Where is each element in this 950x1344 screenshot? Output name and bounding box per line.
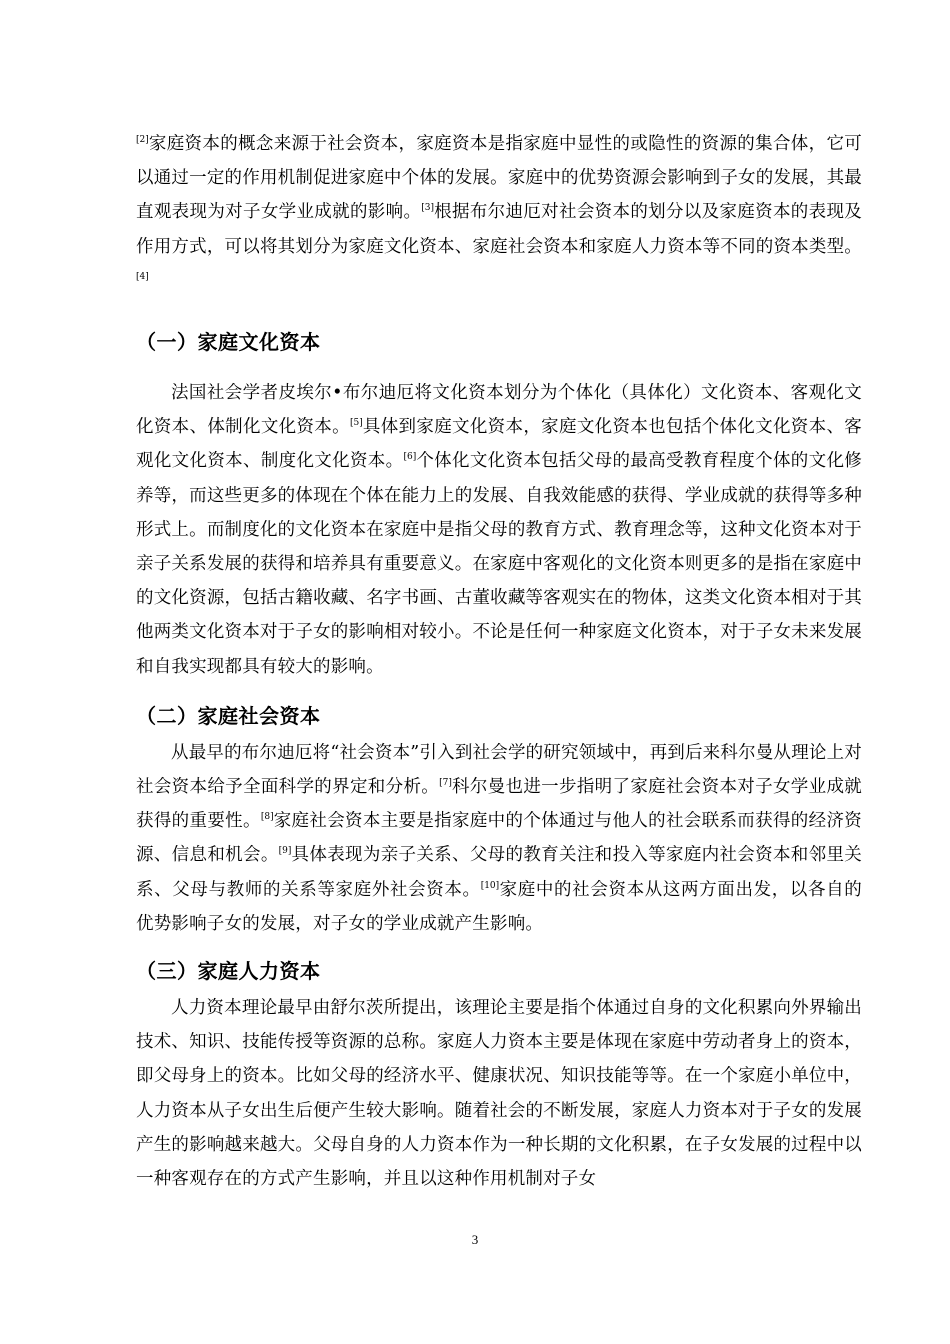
- citation-mark: [5]: [349, 418, 363, 429]
- citation-mark: [9]: [278, 846, 292, 857]
- section-paragraph-family-cultural-capital: [136, 376, 862, 684]
- body-text: 从最早的布尔迪厄将“社会资本”引入到社会学的研究领域中，再到后来科尔曼从理论上对社会资本给予全面科学的界定和分析。: [136, 742, 862, 798]
- section-heading-family-cultural-capital: （一）家庭文化资本: [136, 330, 321, 355]
- body-text: 家庭社会资本主要是指家庭中的个体通过与他人的社会联系而获得的经济资源、信息和机会。: [136, 811, 862, 866]
- body-text: 具体到家庭文化资本，家庭文化资本也包括个体化文化资本、客观化文化资本、制度化文化资本。: [136, 417, 862, 472]
- citation-mark: [10]: [480, 880, 500, 891]
- section-paragraph-family-human-capital: [136, 991, 862, 1196]
- body-text: 个体化文化资本包括父母的最高受教育程度个体的文化修养等，而这些更多的体现在个体在能力上的发展、自我效能感的获得、学业成就的获得等多种形式上。而制度化的文化资本在家庭中是指父母的教育方式、教育理念等，这种文化资本对于亲子关系发展的获得和培养具有重要意义。在家庭中客观化的文化资本则更多的是指在家庭中的文化资源，包括古籍收藏、名字书画、古董收藏等客观实在的物体，这类文化资本相对于其他两类文化资本对于子女的影响相对较小。不论是任何一种家庭文化资本，对于子女未来发展和自我实现都具有较大的影响。: [136, 451, 862, 677]
- page-content: [136, 127, 862, 1196]
- section-heading-family-social-capital: （二）家庭社会资本: [136, 703, 321, 728]
- body-text: 人力资本理论最早由舒尔茨所提出，该理论主要是指个体通过自身的文化积累向外界输出技术、知识、技能传授等资源的总称。家庭人力资本主要是体现在家庭中劳动者身上的资本，即父母身上的资本。比如父母的经济水平、健康状况、知识技能等等。在一个家庭小单位中，人力资本从子女出生后便产生较大影响。随着社会的不断发展，家庭人力资本对于子女的发展产生的影响越来越大。父母自身的人力资本作为一种长期的文化积累，在子女发展的过程中以一种客观存在的方式产生影响，并且以这种作用机制对子女: [136, 998, 862, 1190]
- citation-mark: [8]: [260, 812, 274, 823]
- citation-mark: [3]: [421, 203, 435, 214]
- citation-mark: [6]: [403, 452, 417, 463]
- body-text: 具体表现为亲子关系、父母的教育关注和投入等家庭内社会资本和邻里关系、父母与教师的关系等家庭外社会资本。: [136, 845, 862, 900]
- citation-mark: [7]: [439, 778, 452, 789]
- body-text: 法国社会学者皮埃尔•布尔迪厄将文化资本划分为个体化（具体化）文化资本、客观化文化资本、体制化文化资本。: [136, 383, 862, 438]
- section-heading-family-human-capital: （三）家庭人力资本: [136, 959, 321, 984]
- citation-mark: [4]: [136, 271, 149, 282]
- body-text: 家庭中的社会资本从这两方面出发，以各自的优势影响子女的发展，对子女的学业成就产生影响。: [136, 879, 862, 934]
- intro-text: 根据布尔迪厄对社会资本的划分以及家庭资本的表现及作用方式，可以将其划分为家庭文化资本、家庭社会资本和家庭人力资本等不同的资本类型。: [136, 202, 862, 257]
- body-text: 科尔曼也进一步指明了家庭社会资本对子女学业成就获得的重要性。: [136, 777, 862, 832]
- page-number: 3: [471, 1232, 479, 1247]
- citation-mark: [2]: [136, 135, 149, 145]
- section-paragraph-family-social-capital: [136, 736, 862, 941]
- intro-text: 家庭资本的概念来源于社会资本，家庭资本是指家庭中显性的或隐性的资源的集合体，它可以通过一定的作用机制促进家庭中个体的发展。家庭中的优势资源会影响到子女的发展，其最直观表现为对子女学业成就的影响。: [136, 134, 862, 223]
- intro-paragraph: [136, 127, 862, 298]
